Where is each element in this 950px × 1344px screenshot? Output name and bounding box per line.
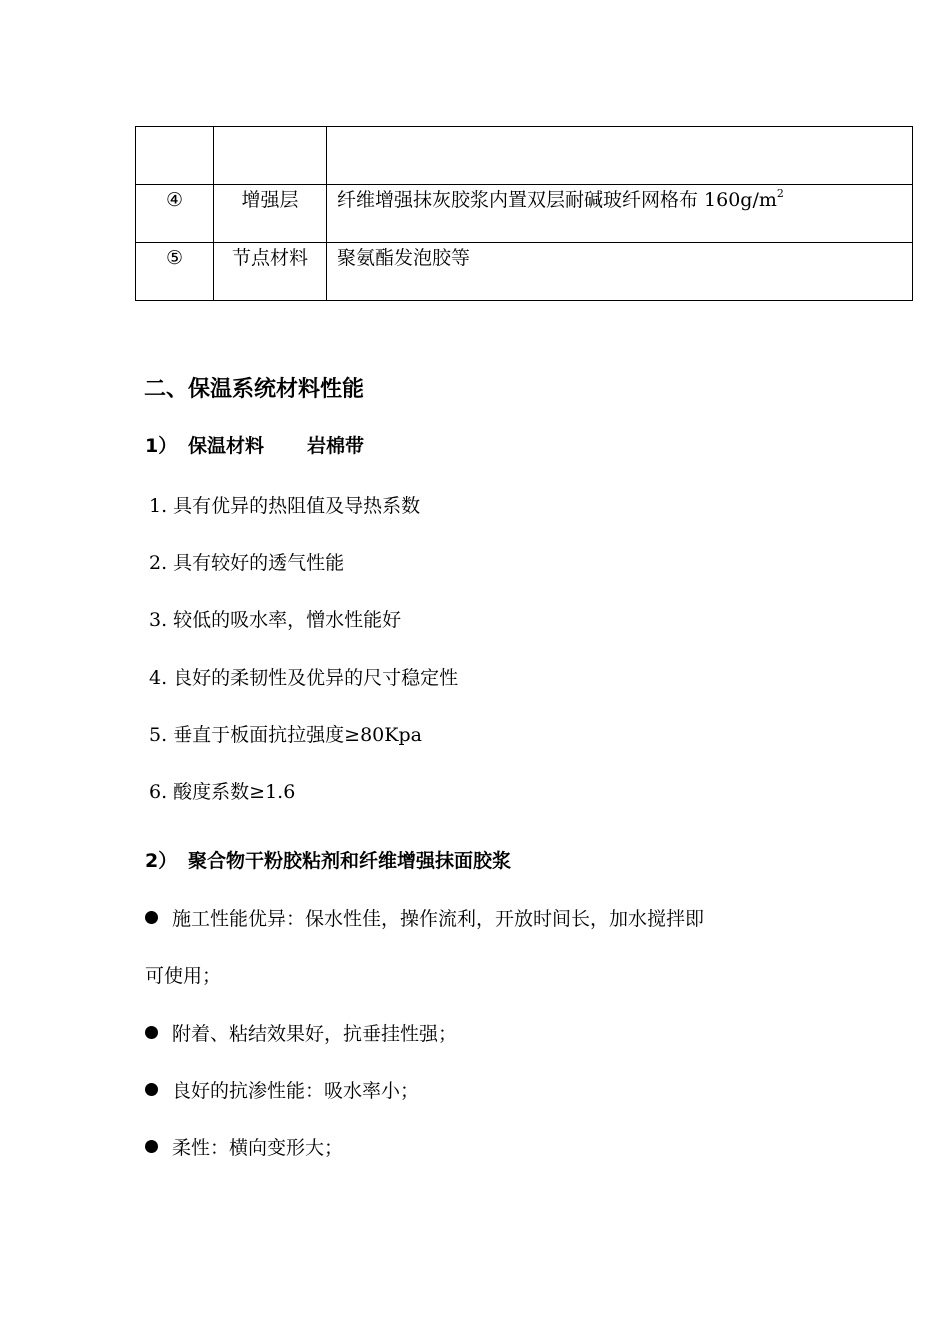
- bullet-dot-icon: [145, 1026, 158, 1039]
- table-cell-no: ④: [136, 185, 214, 243]
- subheading-number: 2）: [145, 850, 178, 872]
- subheading-label: 聚合物干粉胶粘剂和纤维增强抹面胶浆: [188, 850, 512, 872]
- bullet-item: [145, 1133, 343, 1160]
- subheading-value: 岩棉带: [307, 435, 365, 457]
- table-cell-no: ⑤: [136, 243, 214, 301]
- bullet-text: 附着、粘结效果好，抗垂挂性强；: [172, 1023, 458, 1045]
- bullet-text: 施工性能优异：保水性佳，操作流利，开放时间长，加水搅拌即: [172, 908, 705, 930]
- bullet-item: [145, 1076, 419, 1103]
- superscript-unit: 2: [776, 187, 784, 200]
- subheading-number: 1）: [145, 435, 178, 457]
- bullet-text: 柔性：横向变形大；: [172, 1137, 344, 1159]
- list-item: 3. 较低的吸水率，憎水性能好: [149, 609, 402, 631]
- section-heading: 二、保温系统材料性能: [144, 377, 365, 402]
- bullet-dot-icon: [145, 1140, 158, 1153]
- list-item: 5. 垂直于板面抗拉强度≥80Kpa: [149, 724, 422, 746]
- bullet-continuation: 可使用；: [145, 965, 222, 987]
- bullet-text: 良好的抗渗性能：吸水率小；: [172, 1080, 420, 1102]
- list-item: 4. 良好的柔韧性及优异的尺寸稳定性: [149, 667, 459, 689]
- table-row: [136, 127, 913, 185]
- table-cell-material: 聚氨酯发泡胶等: [327, 243, 913, 301]
- bullet-item: [145, 1019, 457, 1046]
- bullet-dot-icon: [145, 911, 158, 924]
- table-cell-layer: 节点材料: [214, 243, 327, 301]
- bullet-item: [145, 904, 704, 931]
- table-cell-material: [327, 185, 913, 243]
- list-item: 6. 酸度系数≥1.6: [149, 781, 296, 803]
- table-row: [136, 185, 913, 243]
- list-item: 2. 具有较好的透气性能: [149, 552, 345, 574]
- table-cell-layer: [214, 127, 327, 185]
- table-row: [136, 243, 913, 301]
- table-cell-no: [136, 127, 214, 185]
- subheading-adhesive: [145, 846, 511, 873]
- material-table: [135, 126, 913, 301]
- table-cell-layer: 增强层: [214, 185, 327, 243]
- subheading-insulation: [145, 431, 364, 458]
- subheading-label: 保温材料: [188, 435, 265, 457]
- table-cell-material: [327, 127, 913, 185]
- bullet-dot-icon: [145, 1083, 158, 1096]
- material-text: 纤维增强抹灰胶浆内置双层耐碱玻纤网格布 160g/m: [337, 189, 777, 211]
- list-item: 1. 具有优异的热阻值及导热系数: [149, 495, 421, 517]
